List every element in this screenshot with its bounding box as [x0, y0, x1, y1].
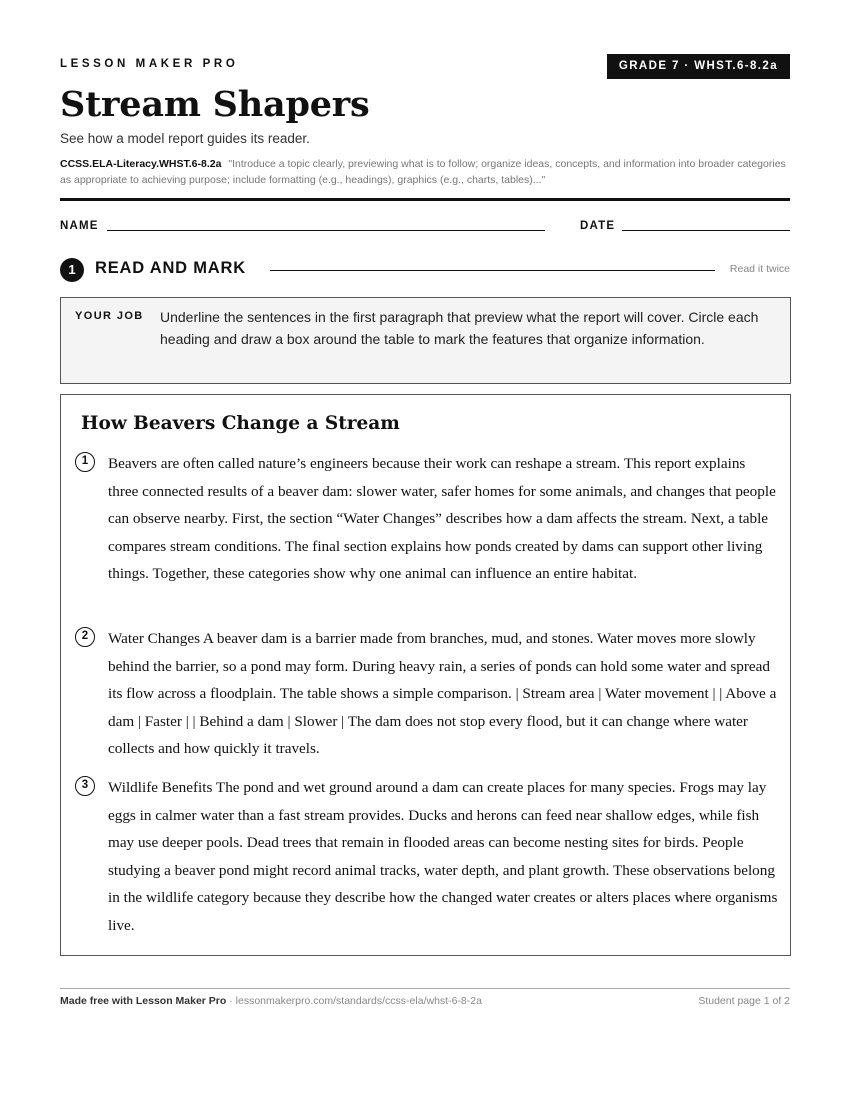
paragraph-number-badge: 1 — [75, 452, 95, 472]
date-label: DATE — [580, 220, 616, 232]
paragraph-text: Beavers are often called nature’s engineers because their work can reshape a stream. This report explains three connected results of a beaver dam: slower water, safer homes for some animals, and changes that people can observe nearby. First, the section “Water Changes” describes how a dam affects the stream. Next, a table compares stream conditions. The final section explains how ponds created by dams can support other living things. Together, these categories show why one animal can influence an entire habitat. — [108, 455, 776, 583]
footer-page-number: Student page 1 of 2 — [698, 995, 790, 1007]
brand-name: LESSON MAKER PRO — [60, 58, 239, 70]
footer-made-with: Made free with Lesson Maker Pro — [60, 995, 227, 1007]
paragraph-number-badge: 2 — [75, 627, 95, 647]
paragraph-text: Water Changes A beaver dam is a barrier made from branches, mud, and stones. Water moves more slowly behind the barrier, so a pond may form. During heavy rain, a series of ponds can hold some water and spread its flow across a floodplain. The table shows a simple comparison. | Stream area | Water movement | | Above a dam | Faster | | Behind a dam | Slower | The dam does not stop every flood, but it can change where water collects and how quickly it travels. — [108, 630, 777, 758]
footer-credit — [60, 995, 482, 1007]
grade-badge: GRADE 7 · WHST.6-8.2a — [607, 54, 790, 79]
name-label: NAME — [60, 220, 99, 232]
job-instructions-box — [60, 297, 791, 384]
model-report — [60, 394, 791, 956]
paragraph-text: Wildlife Benefits The pond and wet ground around a dam can create places for many species. Frogs may lay eggs in calmer water than a fast stream provides. Ducks and herons can feed near shallow edges, while fish may use deeper pools. Dead trees that remain in flooded areas can become nesting sites for birds. People studying a beaver pond might record animal tracks, water depth, and plant growth. These observations belong in the wildlife category because they describe how the changed water creates or alters places where organisms live. — [108, 779, 778, 934]
page-subtitle: See how a model report guides its reader. — [60, 131, 310, 146]
name-date-row — [60, 220, 790, 234]
step-number-badge: 1 — [60, 258, 84, 282]
name-line[interactable] — [107, 230, 545, 231]
footer-divider — [60, 988, 790, 989]
section-rule — [270, 270, 715, 271]
section-header — [60, 258, 790, 282]
standard-description — [60, 156, 790, 188]
job-label: YOUR JOB — [75, 310, 144, 322]
footer-url[interactable]: lessonmakerpro.com/standards/ccss-ela/whst-6-8-2a — [235, 995, 482, 1007]
date-line[interactable] — [622, 230, 790, 231]
section-note: Read it twice — [729, 263, 790, 275]
standard-quote: "Introduce a topic clearly, previewing what is to follow; organize ideas, concepts, and information into broader categories as appropriate to achieving purpose; include formatting (e.g., headings), graphics (e.g., charts, tables)..." — [60, 158, 786, 186]
job-text: Underline the sentences in the first paragraph that preview what the report will cover. Circle each heading and draw a box around the table to mark the features that organize information. — [160, 309, 759, 347]
report-title: How Beavers Change a Stream — [81, 413, 400, 434]
standard-code: CCSS.ELA-Literacy.WHST.6-8.2a — [60, 158, 222, 170]
section-title: READ AND MARK — [95, 259, 246, 277]
page-title: Stream Shapers — [60, 84, 370, 125]
header-divider — [60, 198, 790, 201]
paragraph-number-badge: 3 — [75, 776, 95, 796]
footer-separator: · — [226, 995, 236, 1007]
